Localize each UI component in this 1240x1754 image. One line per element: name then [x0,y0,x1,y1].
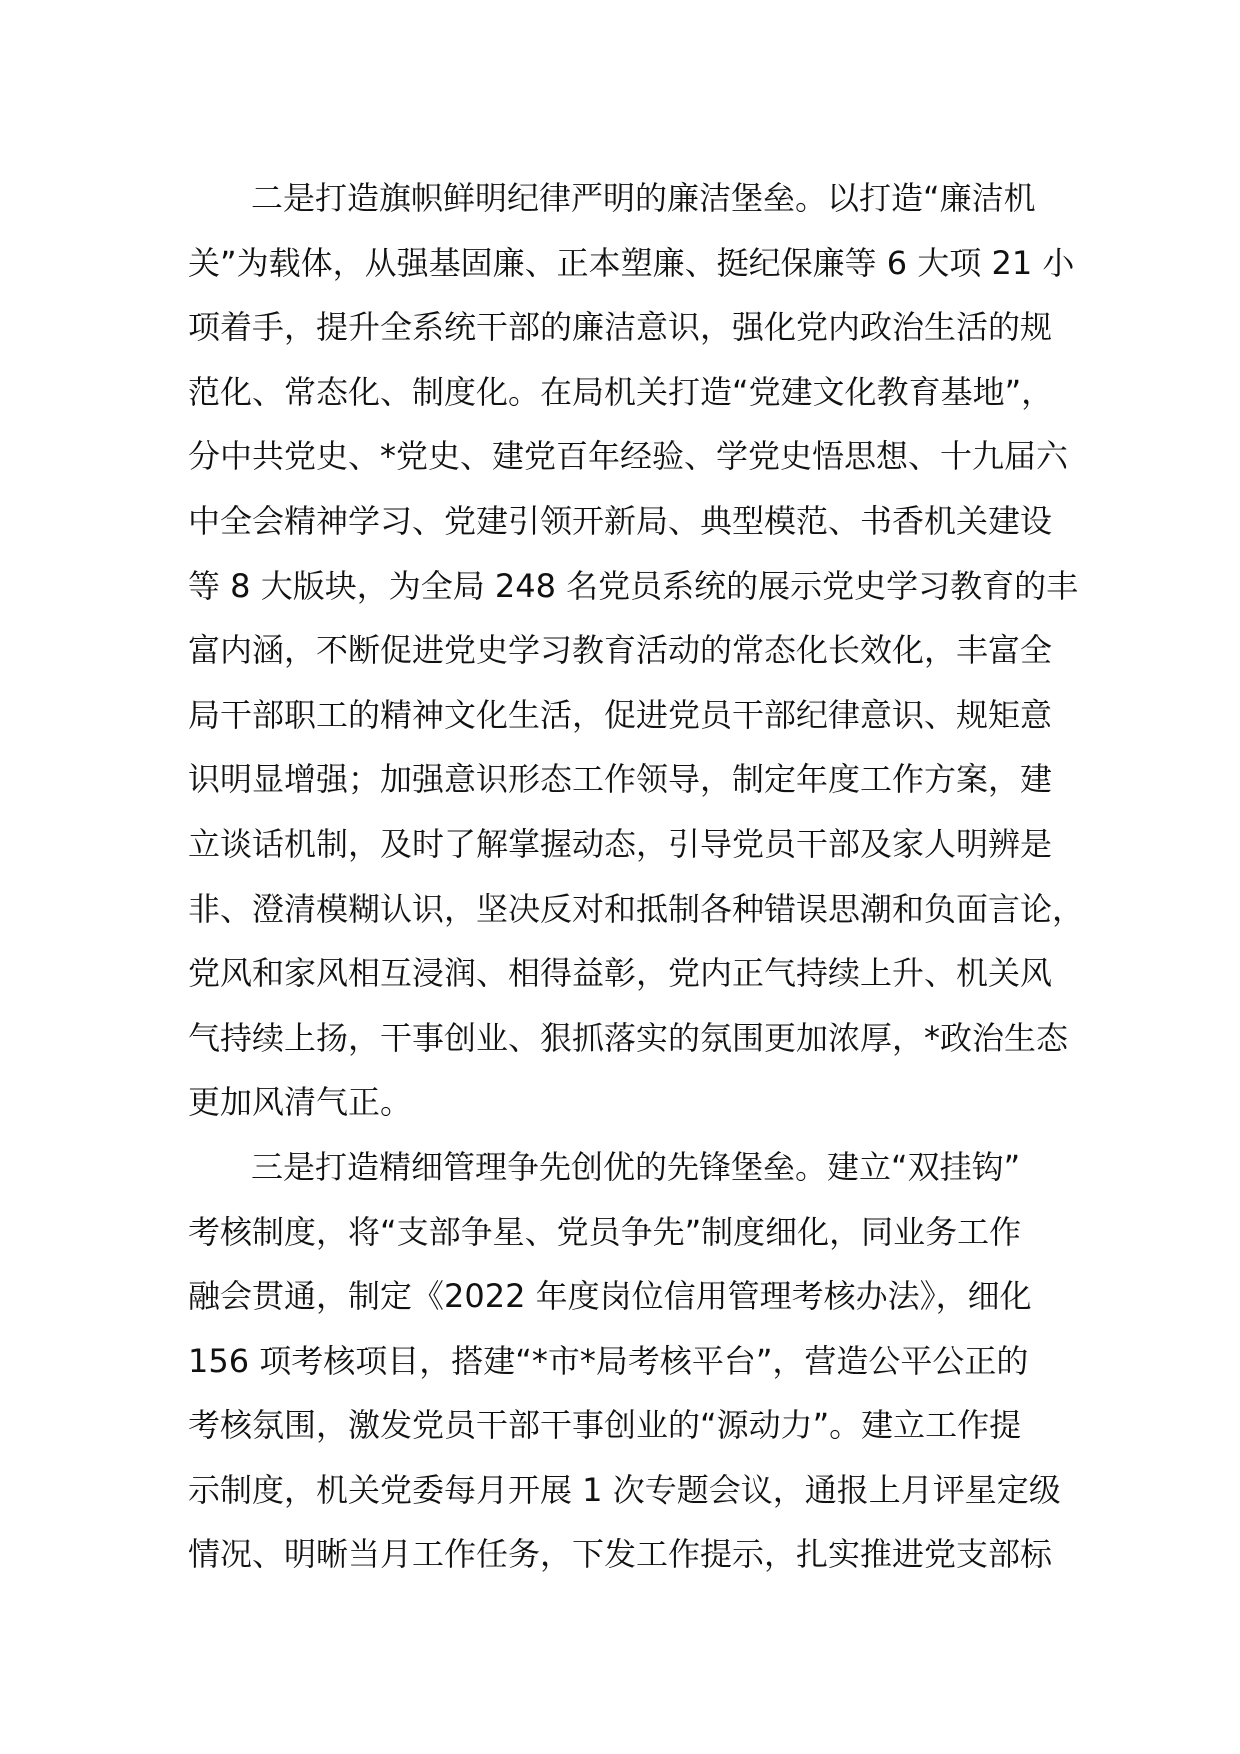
paragraph-1-line-13: 党风和家风相互浸润、相得益彰，党内正气持续上升、机关风 [188,954,1053,993]
paragraph-2-line-2: 考核制度，将“支部争星、党员争先”制度细化，同业务工作 [188,1212,1022,1251]
paragraph-1-line-1: 二是打造旗帜鲜明纪律严明的廉洁堡垒。以打造“廉洁机 [251,179,1036,217]
paragraph-2-line-7: 情况、明晰当月工作任务，下发工作提示，扎实推进党支部标 [188,1535,1053,1574]
paragraph-1-line-4: 范化、常态化、制度化。在局机关打造“党建文化教育基地”， [188,372,1054,411]
paragraph-1-line-6: 中全会精神学习、党建引领开新局、典型模范、书香机关建设 [188,501,1053,540]
paragraph-1-line-7: 等 8 大版块，为全局 248 名党员系统的展示党史学习教育的丰 [188,566,1079,605]
paragraph-1-line-12: 非、澄清模糊认识，坚决反对和抵制各种错误思潮和负面言论， [188,889,1085,928]
paragraph-1-line-2: 关”为载体，从强基固廉、正本塑廉、挺纪保廉等 6 大项 21 小 [188,243,1075,282]
paragraph-2-line-5: 考核氛围，激发党员干部干事创业的“源动力”。建立工作提 [188,1406,1022,1445]
paragraph-1-line-14: 气持续上扬，干事创业、狠抓落实的氛围更加浓厚，*政治生态 [188,1018,1069,1057]
paragraph-1-line-8: 富内涵，不断促进党史学习教育活动的常态化长效化，丰富全 [188,631,1053,670]
paragraph-1-line-15: 更加风清气正。 [188,1083,413,1122]
paragraph-2-line-4: 156 项考核项目，搭建“*市*局考核平台”，营造公平公正的 [188,1341,1029,1380]
paragraph-1-line-9: 局干部职工的精神文化生活，促进党员干部纪律意识、规矩意 [188,695,1053,734]
paragraph-1-line-11: 立谈话机制，及时了解掌握动态，引导党员干部及家人明辨是 [188,824,1053,863]
body-text [188,166,1085,1587]
paragraph-1-line-10: 识明显增强；加强意识形态工作领导，制定年度工作方案，建 [188,760,1053,799]
paragraph-2-line-1: 三是打造精细管理争先创优的先锋堡垒。建立“双挂钩” [251,1147,1021,1186]
paragraph-1-line-3: 项着手，提升全系统干部的廉洁意识，强化党内政治生活的规 [188,308,1053,347]
paragraph-2-line-3: 融会贯通，制定《2022 年度岗位信用管理考核办法》，细化 [188,1277,1032,1316]
paragraph-1-line-5: 分中共党史、*党史、建党百年经验、学党史悟思想、十九届六 [188,437,1069,476]
paragraph-2-line-6: 示制度，机关党委每月开展 1 次专题会议，通报上月评星定级 [188,1470,1061,1509]
